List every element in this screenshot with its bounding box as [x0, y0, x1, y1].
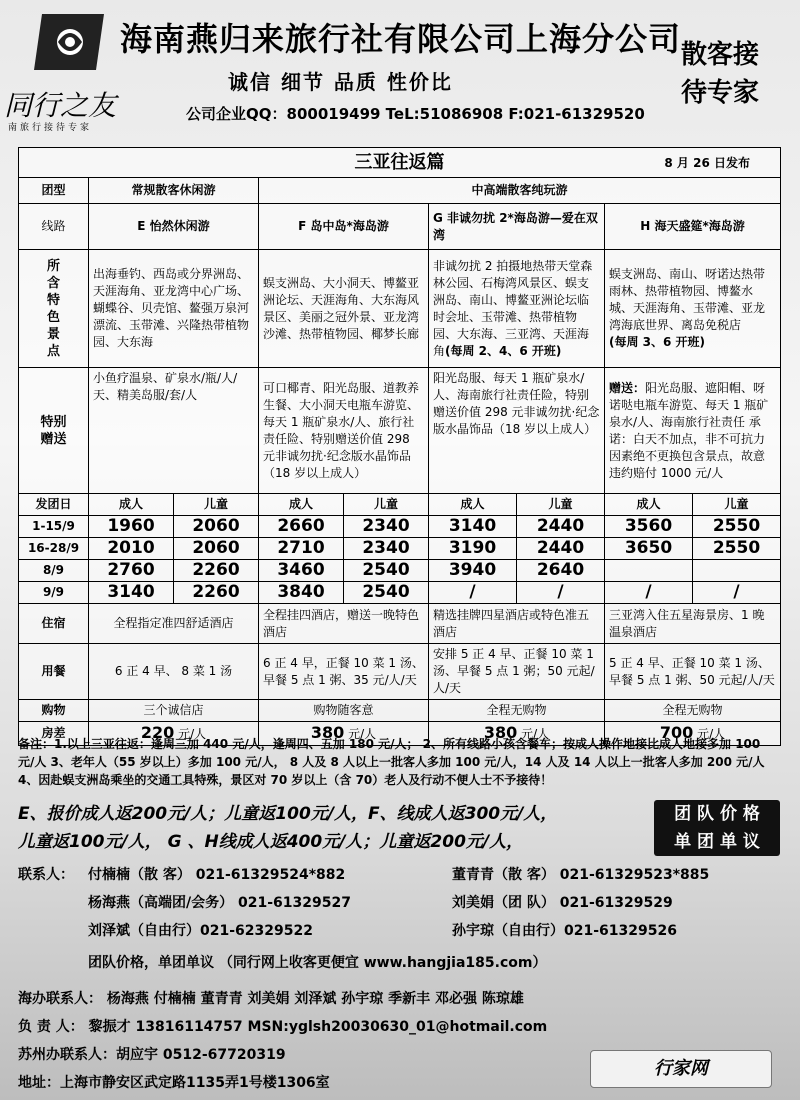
- contact-yang: 杨海燕（高端团/会务） 021-61329527: [88, 895, 351, 911]
- label-gift: [19, 368, 89, 494]
- route-g: G 非诚勿扰 2*海岛游—爱在双湾: [429, 204, 605, 250]
- label-spots-char: 特: [46, 292, 60, 308]
- rebate-promo: [18, 800, 638, 856]
- price-cell: 2440: [517, 538, 605, 560]
- price-cell: 3560: [605, 516, 693, 538]
- price-date: 8/9: [19, 560, 89, 582]
- header-child: 儿童: [174, 494, 259, 516]
- price-date: 16-28/9: [19, 538, 89, 560]
- service-slogan-line1: 散客接: [680, 40, 759, 70]
- price-cell: 2260: [174, 582, 259, 604]
- company-contact: 公司企业QQ：800019499 TeL:51086908 F:021-61329520: [186, 105, 645, 123]
- brand-subtitle: 南旅行接待专家: [8, 123, 93, 133]
- price-date: 9/9: [19, 582, 89, 604]
- price-cell: [605, 560, 693, 582]
- price-date: 1-15/9: [19, 516, 89, 538]
- price-cell: 2340: [344, 516, 429, 538]
- spots-g: [429, 250, 605, 368]
- company-name: 海南燕归来旅行社有限公司上海分公司: [120, 20, 682, 58]
- website-line: 团队价格，单团单议 （同行网上收客更便宜 www.hangjia185.com）: [88, 955, 547, 971]
- label-room: 房差: [19, 722, 89, 746]
- spots-h-text: 蜈支洲岛、南山、呀诺达热带雨林、热带植物园、博鳌水城、天涯海角、玉带滩、亚龙湾海底世界、离岛免税店: [609, 267, 766, 332]
- price-cell: /: [517, 582, 605, 604]
- price-cell: 2660: [259, 516, 344, 538]
- label-hotel: 住宿: [19, 604, 89, 644]
- price-row: [19, 516, 781, 538]
- price-cell: /: [429, 582, 517, 604]
- meal-g: 安排 5 正 4 早、正餐 10 菜 1 汤、早餐 5 点 1 粥；50 元起/人/天: [429, 644, 605, 700]
- contact-liu-mj: 刘美娟（团 队） 021-61329529: [452, 895, 673, 911]
- price-cell: 3840: [259, 582, 344, 604]
- room-price: 380: [310, 723, 345, 742]
- label-shop: 购物: [19, 700, 89, 722]
- meal-e: 6 正 4 早、 8 菜 1 汤: [89, 644, 259, 700]
- header-adult: 成人: [429, 494, 517, 516]
- price-cell: 2440: [517, 516, 605, 538]
- route-e: E 怡然休闲游: [89, 204, 259, 250]
- route-h: H 海天盛筵*海岛游: [605, 204, 781, 250]
- gift-g: 阳光岛服、每天 1 瓶矿泉水/人、海南旅行社责任险，特别赠送价值 298 元非诚勿扰·纪念版水晶饰品（18 岁以上成人）: [429, 368, 605, 494]
- price-cell: 2340: [344, 538, 429, 560]
- header-child: 儿童: [344, 494, 429, 516]
- spots-h: [605, 250, 781, 368]
- service-slogan: [650, 36, 790, 112]
- contact-sun: 孙宇琼（自由行）021-61329526: [452, 923, 677, 939]
- label-spots-char: 色: [46, 309, 60, 325]
- hotel-g: 精选挂牌四星酒店或特色准五酒店: [429, 604, 605, 644]
- itinerary-table: [18, 147, 781, 746]
- gift-f: 可口椰青、阳光岛服、道教养生餐、大小洞天电瓶车游览、每天 1 瓶矿泉水/人、旅行社责任险、特别赠送价值 298 元非诚勿扰·纪念版水晶饰品（18 岁以上成人）: [259, 368, 429, 494]
- header-adult: 成人: [259, 494, 344, 516]
- service-slogan-line2: 待专家: [680, 78, 759, 108]
- price-row: [19, 582, 781, 604]
- price-cell: 2060: [174, 538, 259, 560]
- price-cell: 2550: [693, 538, 781, 560]
- shop-f: 购物随客意: [259, 700, 429, 722]
- contact-liu-zb: 刘泽斌（自由行）021-62329522: [88, 923, 313, 939]
- price-cell: 3190: [429, 538, 517, 560]
- label-date: 发团日: [19, 494, 89, 516]
- table-title-row: [19, 148, 781, 178]
- room-unit: 元/人: [348, 727, 377, 741]
- spots-f: 蜈支洲岛、大小洞天、博鳌亚洲论坛、天涯海角、大东海风景区、美丽之冠外景、亚龙湾沙滩、热带植物园、椰梦长廊: [259, 250, 429, 368]
- shop-g: 全程无购物: [429, 700, 605, 722]
- label-spots-char: 含: [46, 275, 60, 291]
- room-unit: 元/人: [521, 727, 550, 741]
- price-cell: 2010: [89, 538, 174, 560]
- hangjia-logo: [590, 1050, 772, 1088]
- price-cell: [693, 560, 781, 582]
- header-adult: 成人: [605, 494, 693, 516]
- contact-dong: 董青青（散 客） 021-61329523*885: [452, 867, 710, 883]
- notes: 备注：1.以上三亚往返：逢周三加 440 元/人，逢周四、五加 180 元/人； 2、所有线路小孩含餐车；按成人操作地接比成人地接多加 100 元/人 3、老年人（55 岁以上）多加 100 元/人， 8 人及 8 人以上一批客人多加 100 元/人，14 人及 14 人以上一批客人多加 200 元/人 4、因赴蜈支洲岛乘坐的交通工具特殊，景区对 70 岁以上（含 70）老人及行动不便人士不予接待！: [18, 737, 765, 787]
- contact-fu: 付楠楠（散 客） 021-61329524*882: [88, 867, 346, 883]
- price-cell: 3650: [605, 538, 693, 560]
- shop-e: 三个诚信店: [89, 700, 259, 722]
- room-unit: 元/人: [697, 727, 726, 741]
- label-spots-char: 点: [46, 343, 60, 359]
- route-f: F 岛中岛*海岛游: [259, 204, 429, 250]
- gift-h-prefix: 赠送：: [609, 380, 646, 395]
- rebate-line1: E、报价成人返200元/人；儿童返100元/人，F、线成人返300元/人，: [18, 804, 558, 824]
- label-spots-char: 所: [46, 258, 60, 274]
- gift-h-text: 阳光岛服、遮阳帽、呀诺哒电瓶车游览、每天 1 瓶矿泉水/人、海南旅行社责任 承诺：白天不加点，非不可抗力因素绝不更换包含景点，故意违约赔付 1000 元/人: [609, 380, 769, 480]
- hotel-e: 全程指定准四舒适酒店: [89, 604, 259, 644]
- type-regular: 常规散客休闲游: [89, 178, 259, 204]
- price-cell: 3140: [89, 582, 174, 604]
- price-cell: 3460: [259, 560, 344, 582]
- label-gift-line: 赠送: [40, 431, 67, 447]
- brand-tagline: 同行之友: [4, 89, 117, 122]
- label-route: 线路: [19, 204, 89, 250]
- label-spots: [19, 250, 89, 368]
- spots-g-text: 非诚勿扰 2 拍摄地热带天堂森林公园、石梅湾风景区、蜈支洲岛、南山、博鳌亚洲论坛临时会址、玉带滩、热带植物园、大东海、三亚湾、天涯海角: [433, 258, 593, 358]
- table-title: 三亚往返篇: [354, 152, 445, 173]
- room-price: 380: [483, 723, 518, 742]
- rebate-line2: 儿童返100元/人， G 、H线成人返400元/人；儿童返200元/人，: [18, 832, 524, 852]
- price-cell: 2540: [344, 582, 429, 604]
- price-cell: 2260: [174, 560, 259, 582]
- room-unit: 元/人: [178, 727, 207, 741]
- hainan-contacts: 海办联系人： 杨海燕 付楠楠 董青青 刘美娟 刘泽斌 孙宇琼 季新丰 邓必强 陈琼雄: [18, 991, 524, 1007]
- room-price: 220: [140, 723, 175, 742]
- badge-line1: 团 队 价 格: [674, 804, 760, 824]
- spots-g-note: (每周 2、4、6 开班): [445, 343, 562, 358]
- header-child: 儿童: [517, 494, 605, 516]
- company-logo: [34, 14, 104, 70]
- price-row: [19, 538, 781, 560]
- badge-line2: 单 团 单 议: [674, 832, 760, 852]
- shop-h: 全程无购物: [605, 700, 781, 722]
- address: 地址：上海市静安区武定路1135弄1号楼1306室: [18, 1075, 330, 1091]
- hangjia-logo-text: 行家网: [654, 1058, 708, 1079]
- price-cell: 2060: [174, 516, 259, 538]
- slogan: 诚信 细节 品质 性价比: [228, 70, 453, 94]
- label-spots-char: 景: [46, 326, 60, 342]
- label-gift-line: 特别: [40, 414, 67, 430]
- spots-e: 出海垂钓、西岛或分界洲岛、天涯海角、亚龙湾中心广场、蝴蝶谷、贝壳馆、鳌强万泉河漂流、玉带滩、兴隆热带植物园、大东海: [89, 250, 259, 368]
- gift-h: [605, 368, 781, 494]
- publish-date: 8 月 26 日发布: [664, 156, 750, 170]
- price-row: [19, 560, 781, 582]
- manager-contact: 负 责 人： 黎振才 13816114757 MSN:yglsh20030630_01@hotmail.com: [18, 1019, 548, 1035]
- label-meal: 用餐: [19, 644, 89, 700]
- price-cell: 2640: [517, 560, 605, 582]
- hotel-f: 全程挂四酒店，赠送一晚特色酒店: [259, 604, 429, 644]
- contacts-label: 联系人：: [18, 867, 74, 883]
- price-cell: 3940: [429, 560, 517, 582]
- price-cell: 1960: [89, 516, 174, 538]
- team-price-badge: [654, 800, 780, 856]
- price-cell: 2540: [344, 560, 429, 582]
- hotel-h: 三亚湾入住五星海景房、1 晚温泉酒店: [605, 604, 781, 644]
- suzhou-contact: 苏州办联系人：胡应宇 0512-67720319: [18, 1047, 286, 1063]
- price-cell: 2550: [693, 516, 781, 538]
- price-cell: 2710: [259, 538, 344, 560]
- price-cell: 3140: [429, 516, 517, 538]
- label-type: 团型: [19, 178, 89, 204]
- header-adult: 成人: [89, 494, 174, 516]
- spots-h-note: (每周 3、6 开班): [609, 335, 706, 349]
- price-cell: /: [605, 582, 693, 604]
- meal-f: 6 正 4 早，正餐 10 菜 1 汤、早餐 5 点 1 粥、35 元/人/天: [259, 644, 429, 700]
- price-cell: 2760: [89, 560, 174, 582]
- price-cell: /: [693, 582, 781, 604]
- room-price: 700: [659, 723, 694, 742]
- type-premium: 中高端散客纯玩游: [259, 178, 781, 204]
- gift-e: 小鱼疗温泉、矿泉水/瓶/人/天、精美岛服/套/人: [89, 368, 259, 494]
- meal-h: 5 正 4 早、正餐 10 菜 1 汤、早餐 5 点 1 粥、50 元起/人/天: [605, 644, 781, 700]
- header-child: 儿童: [693, 494, 781, 516]
